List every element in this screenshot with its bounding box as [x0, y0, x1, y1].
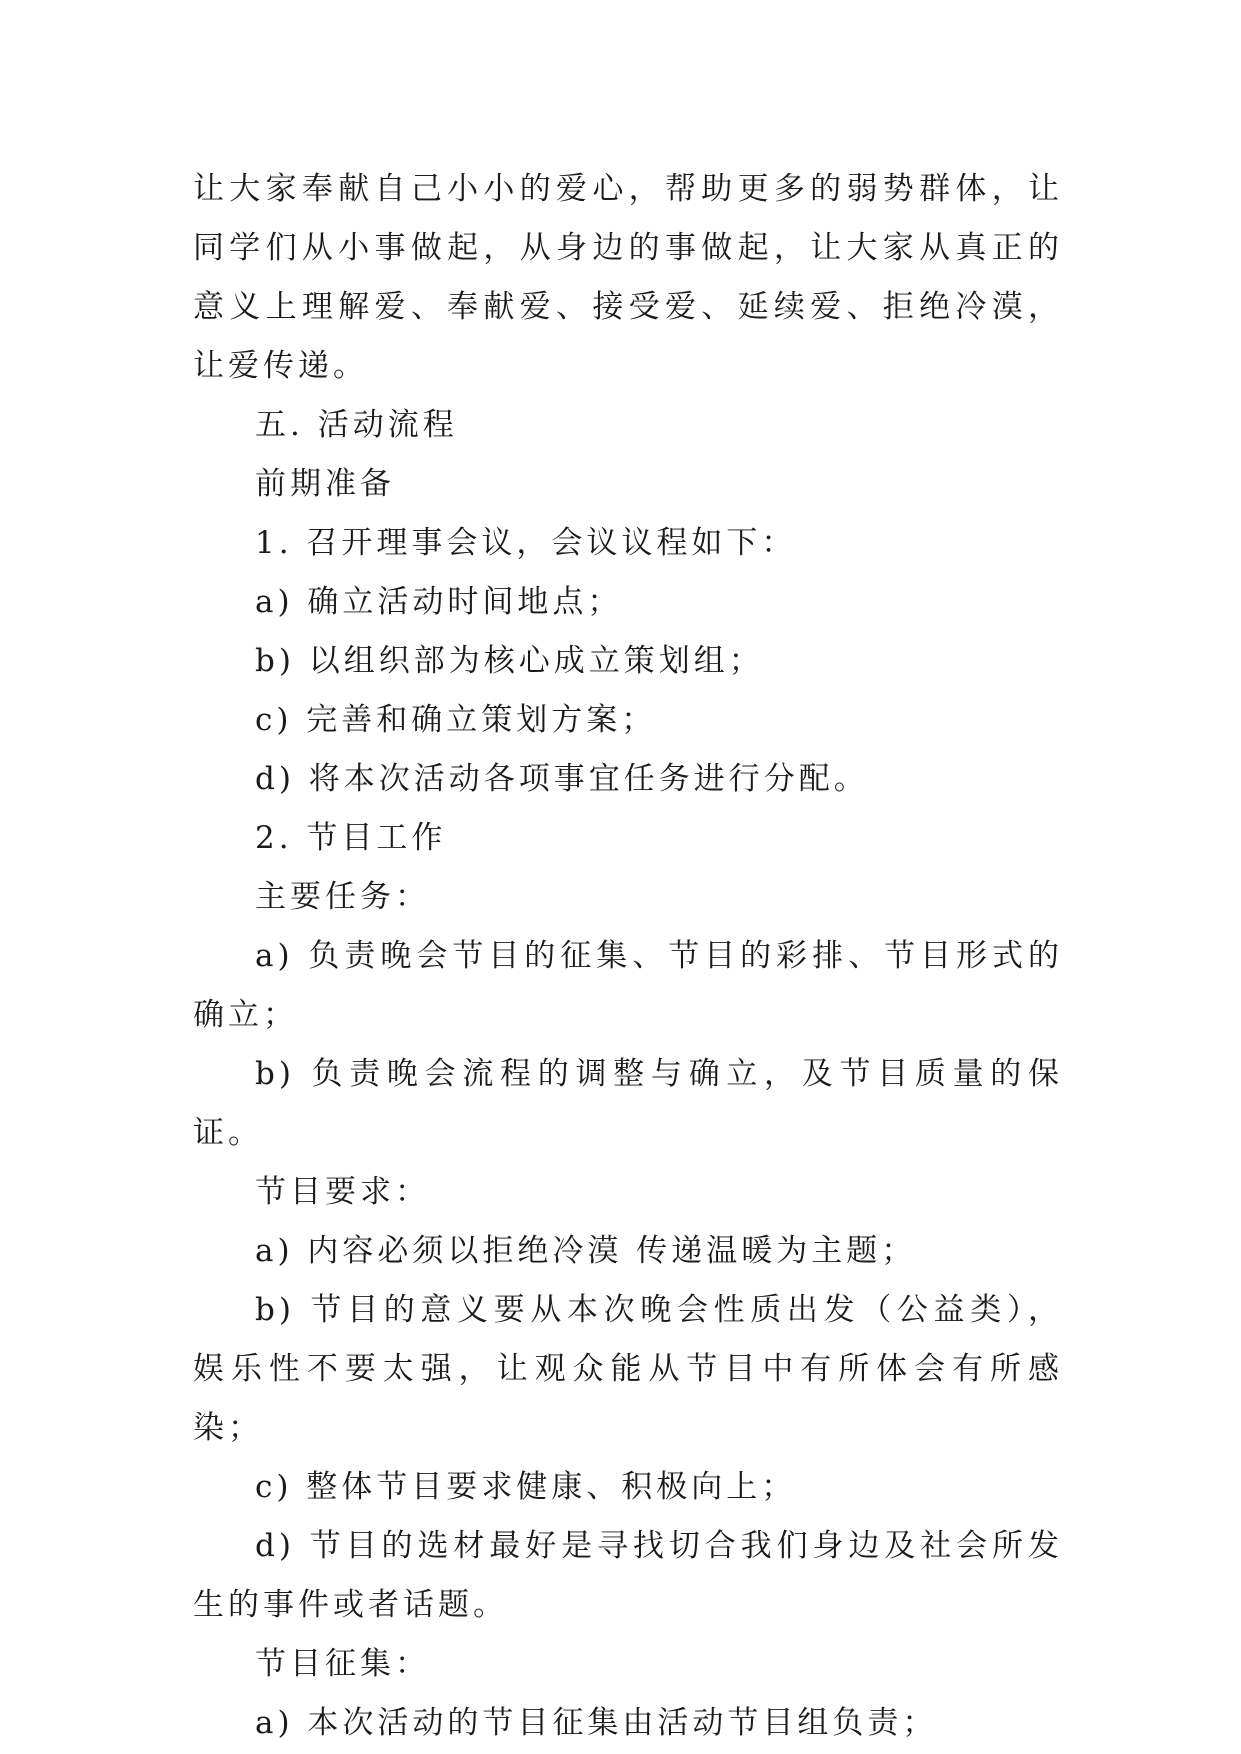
list-item: 1. 召开理事会议，会议议程如下： — [255, 525, 797, 561]
list-item: b) 以组织部为核心成立策划组； — [255, 643, 764, 679]
document-body — [193, 160, 1063, 1753]
list-item: c) 整体节目要求健康、积极向上； — [255, 1469, 797, 1505]
subsection-heading: 前期准备 — [255, 466, 395, 502]
list-item: a) 确立活动时间地点； — [255, 584, 623, 620]
subsection-heading: 主要任务： — [255, 879, 430, 915]
body-paragraph: 让大家奉献自己小小的爱心，帮助更多的弱势群体，让同学们从小事做起，从身边的事做起，让大家从真正的意义上理解爱、奉献爱、接受爱、延续爱、拒绝冷漠，让爱传递。 — [193, 171, 1063, 384]
list-item: b) 负责晚会流程的调整与确立，及节目质量的保证。 — [193, 1056, 1063, 1151]
list-item: d) 将本次活动各项事宜任务进行分配。 — [255, 761, 869, 797]
list-item: a) 负责晚会节目的征集、节目的彩排、节目形式的确立； — [193, 938, 1063, 1033]
subsection-heading: 节目征集： — [255, 1646, 430, 1682]
list-item: b) 节目的意义要从本次晚会性质出发（公益类），娱乐性不要太强，让观众能从节目中有所体会有所感染； — [193, 1292, 1063, 1446]
list-item: d) 节目的选材最好是寻找切合我们身边及社会所发生的事件或者话题。 — [193, 1528, 1063, 1623]
list-item: c) 完善和确立策划方案； — [255, 702, 657, 738]
list-item: a) 内容必须以拒绝冷漠 传递温暖为主题； — [255, 1233, 917, 1269]
section-heading: 五. 活动流程 — [255, 407, 458, 443]
subsection-heading: 节目要求： — [255, 1174, 430, 1210]
list-item: 2. 节目工作 — [255, 820, 447, 856]
list-item: a) 本次活动的节目征集由活动节目组负责； — [255, 1705, 938, 1741]
